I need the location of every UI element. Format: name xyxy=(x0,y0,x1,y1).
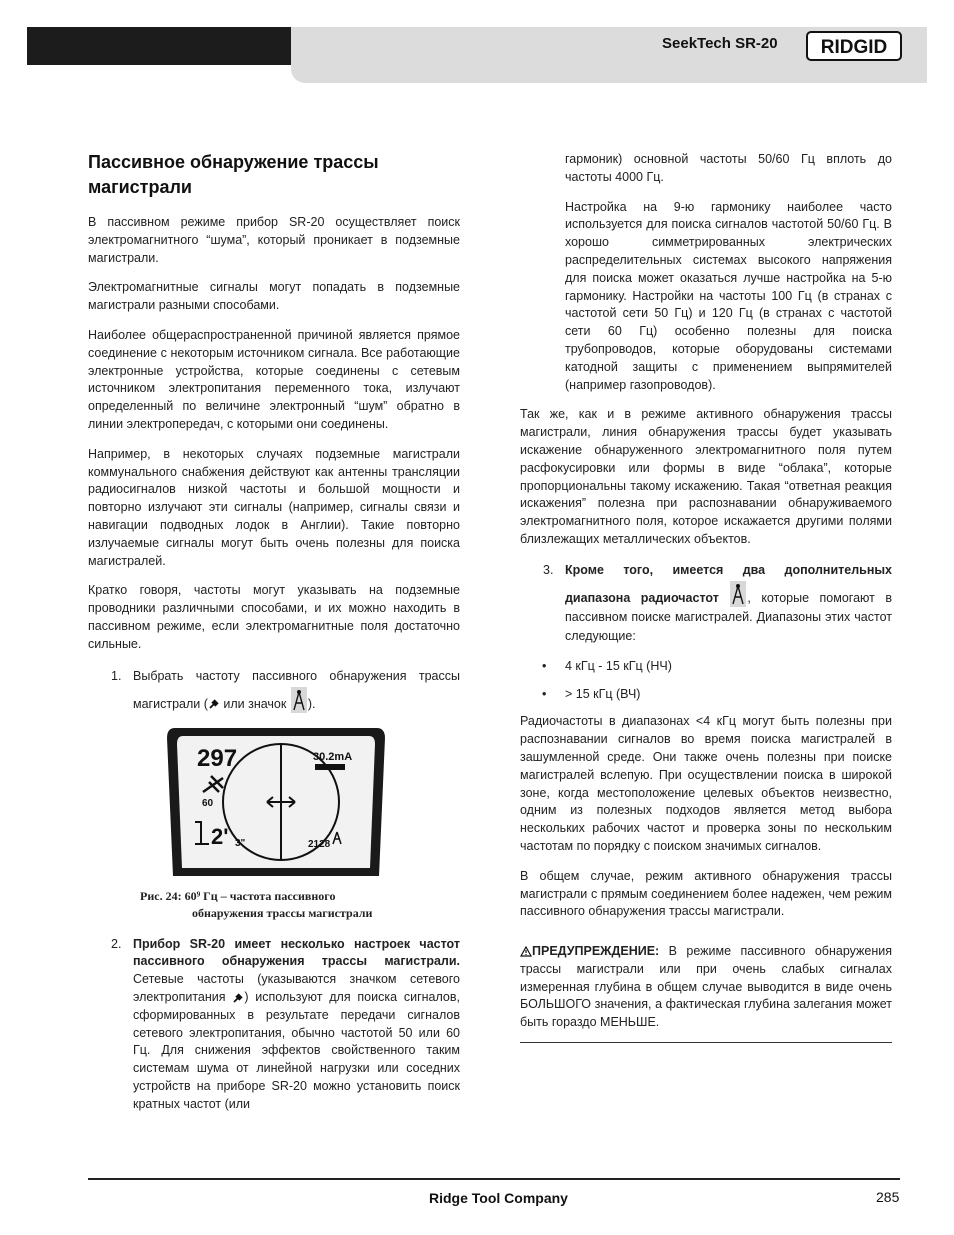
paragraph: Кратко говоря, частоты могут указывать на подземные проводники различными способами, и их можно находить в пассивном режиме, если электромагнитные поля достаточно сильные. xyxy=(88,583,460,651)
caption-line-1: Рис. 24: 60⁹ Гц – частота пассивного xyxy=(140,888,336,903)
caption-line-2: обнаружения трассы магистрали xyxy=(192,905,373,920)
footer-company: Ridge Tool Company xyxy=(429,1190,568,1206)
paragraph: В общем случае, режим активного обнаружения трассы магистрали с прямым соединением более надежен, чем режим пассивного обнаружения трассы магистрали. xyxy=(520,868,892,919)
item-bold-text: Кроме того, имеется два дополнительных диапазона радиочастот xyxy=(565,562,892,605)
warning-block xyxy=(520,943,892,1043)
paragraph: Электромагнитные сигналы могут попадать в подземные магистрали разными способами. xyxy=(88,280,460,313)
list-item-2 xyxy=(88,936,460,1114)
brand-text: RIDGID xyxy=(820,37,888,58)
list-number: 3. xyxy=(543,562,554,577)
paragraph: Радиочастоты в диапазонах <4 кГц могут быть полезны при распознавании сигналов во время поиска магистралей в зашумленной среде. Они также очень полезны при поиске магистралей вслепую. При осуществлении поиска в широкой зоне, когда местоположение целевых объектов неизвестно, одним из полезных подходов является метод выбора нескольких рабочих частот и проверка зоны по нескольким частотам по порядку с поиском значимых сигналов. xyxy=(520,714,892,853)
bullet-mark: • xyxy=(542,658,547,673)
signal-strength: 297 xyxy=(197,744,238,772)
list-number: 2. xyxy=(111,936,122,951)
item-text: или значок xyxy=(219,696,290,711)
plug-icon xyxy=(208,698,220,710)
mains-icon xyxy=(232,992,244,1004)
paragraph: гармоник) основной частоты 50/60 Гц вплоть до частоты 4000 Гц. xyxy=(565,152,892,184)
footer-rule xyxy=(88,1178,900,1180)
paragraph: Настройка на 9-ю гармонику наиболее часто используется для поиска сигналов частотой 50/60 Гц. В хорошо симметрированных электрических распределительных системах высокого напряжения для поиска может оказаться лучше настройка на 5-ю гармонику. Настройки на частоты 100 Гц (в странах с частотой сети 50 Гц) и 120 Гц (в странах с частотой сети 60 Гц) особенно полезны для поиска трубопроводов, которые оборудованы системами катодной защиты с применением выпрямителей (например газопроводов). xyxy=(565,199,892,392)
paragraph: Наиболее общераспространенной причиной является прямое соединение с некоторым источником сигнала. Все работающие электронные устройства, которые соединены с сетевым источником электропитания переменного тока, излучают определенный по величине электронный “шум” обратно в линии электропередач, с которыми они соединены. xyxy=(88,327,460,431)
figure-caption xyxy=(140,888,460,922)
current-reading: 30.2mA xyxy=(313,750,353,763)
paragraph: Например, в некоторых случаях подземные магистрали коммунального снабжения действуют как антенны трансляции радиосигналов низкой частоты и большой мощности и повторно излучают эти сигналы (например, сигналы связи и навигации подводных лодок в Англии). Такие повторно излучаемые сигналы могут быть очень полезны для поиска магистралей. xyxy=(88,446,460,568)
device-screen xyxy=(165,726,387,878)
list-bullet xyxy=(520,686,892,704)
list-item-1 xyxy=(88,666,460,714)
list-bullet xyxy=(520,658,892,676)
radio-tower-icon xyxy=(729,580,747,608)
header-tab xyxy=(291,65,927,83)
warning-label: ПРЕДУПРЕЖДЕНИЕ: xyxy=(532,944,660,959)
bullet-mark: • xyxy=(542,686,547,701)
page-number: 285 xyxy=(876,1189,900,1205)
item-bold-text: Прибор SR-20 имеет несколько настроек частот пассивного обнаружения трассы магистрали. xyxy=(133,936,460,969)
bullet-text: > 15 кГц (ВЧ) xyxy=(565,686,641,701)
list-item-3 xyxy=(520,561,892,646)
warning-text: В режиме пассивного обнаружения трассы магистрали или при очень слабых сигналах измеренная глубина в общем случае выводится в виде очень БОЛЬШОГО значения, а фактическая глубина залегания может быть гораздо МЕНЬШЕ. xyxy=(520,944,892,1030)
paragraph: Так же, как и в режиме активного обнаружения трассы магистрали, линия обнаружения трассы будет указывать искажение обнаруженного электромагнитного поля путем расфокусировки или формы в виде “облака”, которые пропорциональны такому искажению. Такая “ответная реакция искажения” полезна при распознавании обнаруживаемого электромагнитного поля, которое искажается другими полями близлежащих металлических объектов. xyxy=(520,407,892,546)
count-readout: 2128 xyxy=(308,838,331,850)
right-column xyxy=(520,151,892,1055)
frequency-readout: 60 xyxy=(202,797,214,809)
item-text: , которые помогают в пассивном поиске магистралей. Диапазоны этих частот следующие: xyxy=(565,590,892,643)
section-title: Пассивное обнаружение трассы магистрали xyxy=(88,152,379,197)
item-text: ). xyxy=(307,696,316,711)
bullet-text: 4 кГц - 15 кГц (НЧ) xyxy=(565,658,672,673)
depth-feet: 2' xyxy=(211,823,229,849)
product-name: SeekTech SR-20 xyxy=(662,35,778,52)
device-screen-figure xyxy=(165,726,387,878)
item-text: ) используют для поиска сигналов, сформированных в результате передачи сигналов сетевого электропитания, обычно частотой 50 или 60 Гц. Для снижения эффектов свойственного таким системам шума от линейной нагрузки или соседних устройств на приборе SR-20 можно установить поиск кратных частот (или xyxy=(133,989,460,1111)
depth-inches: 3" xyxy=(235,837,246,849)
list-number: 1. xyxy=(111,668,122,683)
warning-icon xyxy=(520,946,532,957)
paragraph: В пассивном режиме прибор SR-20 осуществляет поиск электромагнитного “шума”, который проникает в подземные магистрали. xyxy=(88,215,460,265)
item-text: Выбрать частоту пассивного обнаружения трассы магистрали ( xyxy=(133,668,460,711)
header-dark-band xyxy=(27,27,291,65)
item-text: Сетевые частоты (указываются значком сетевого электропитания xyxy=(133,972,460,1004)
radio-tower-icon xyxy=(290,686,308,714)
ridgid-logo xyxy=(806,31,902,61)
left-column xyxy=(88,150,460,1126)
